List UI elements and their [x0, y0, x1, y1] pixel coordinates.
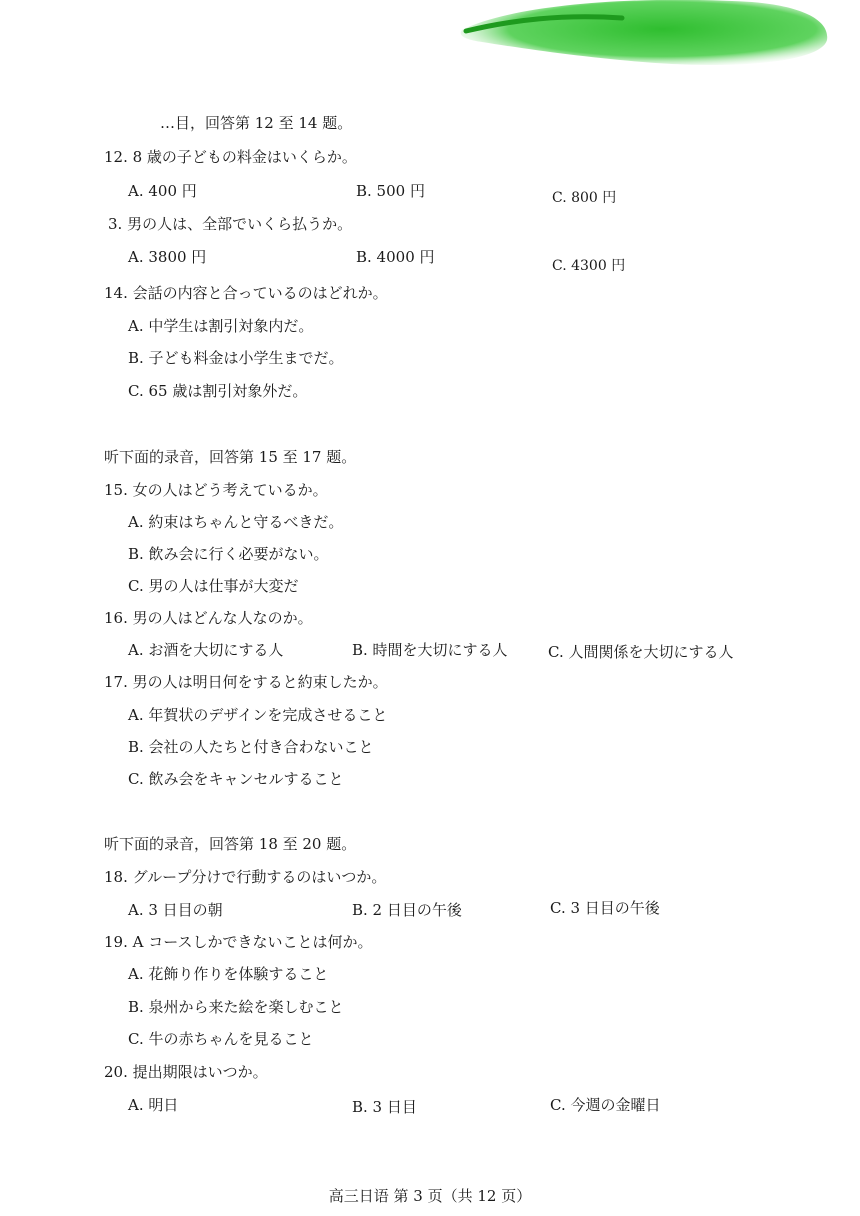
page-footer: 高三日语 第 3 页（共 12 页）	[328, 1187, 532, 1205]
option-b: B. 500 円	[356, 182, 425, 200]
option-b: B. 4000 円	[356, 248, 435, 266]
option-c: C. 牛の赤ちゃんを見ること	[128, 1030, 314, 1048]
option-a: A. 400 円	[128, 182, 197, 200]
section-heading: 听下面的录音，回答第 18 至 20 题。	[104, 835, 357, 853]
option-a: A. 明日	[128, 1096, 179, 1114]
option-c: C. 800 円	[552, 190, 617, 206]
question-18: 18. グループ分けで行動するのはいつか。	[104, 868, 387, 886]
green-highlighter-smudge	[452, 0, 832, 70]
option-b: B. 3 日目	[352, 1098, 417, 1116]
option-a: A. 3800 円	[128, 248, 207, 266]
question-16: 16. 男の人はどんな人なのか。	[104, 609, 313, 627]
question-17: 17. 男の人は明日何をすると約束したか。	[104, 673, 388, 691]
option-a: A. 年賀状のデザインを完成させること	[128, 706, 388, 724]
option-c: C. 男の人は仕事が大変だ	[128, 577, 299, 595]
option-a: A. 3 日目の朝	[128, 901, 223, 919]
question-15: 15. 女の人はどう考えているか。	[104, 481, 328, 499]
option-b: B. 会社の人たちと付き合わないこと	[128, 738, 374, 756]
option-a: A. 約束はちゃんと守るべきだ。	[128, 513, 344, 531]
option-b: B. 2 日目の午後	[352, 901, 462, 919]
question-13: 3. 男の人は、全部でいくら払うか。	[108, 215, 353, 233]
option-a: A. 花飾り作りを体験すること	[128, 965, 329, 983]
question-12: 12. 8 歳の子どもの料金はいくらか。	[104, 148, 357, 166]
option-a: A. 中学生は割引対象内だ。	[128, 317, 314, 335]
question-20: 20. 提出期限はいつか。	[104, 1063, 268, 1081]
option-b: B. 泉州から来た絵を楽しむこと	[128, 998, 344, 1016]
option-c: C. 65 歳は割引対象外だ。	[128, 382, 308, 400]
option-b: B. 飲み会に行く必要がない。	[128, 545, 329, 563]
option-a: A. お酒を大切にする人	[128, 641, 284, 659]
option-c: C. 人間関係を大切にする人	[548, 643, 734, 661]
question-14: 14. 会話の内容と合っているのはどれか。	[104, 284, 388, 302]
section-heading: 听下面的录音，回答第 15 至 17 题。	[104, 448, 357, 466]
option-b: B. 時間を大切にする人	[352, 641, 508, 659]
option-c: C. 3 日目の午後	[550, 899, 660, 917]
option-b: B. 子ども料金は小学生までだ。	[128, 349, 344, 367]
option-c: C. 今週の金曜日	[550, 1096, 661, 1114]
option-c: C. 飲み会をキャンセルすること	[128, 770, 344, 788]
option-c: C. 4300 円	[552, 258, 626, 274]
question-19: 19. A コースしかできないことは何か。	[104, 933, 373, 951]
section-heading: …目，回答第 12 至 14 题。	[160, 114, 353, 132]
